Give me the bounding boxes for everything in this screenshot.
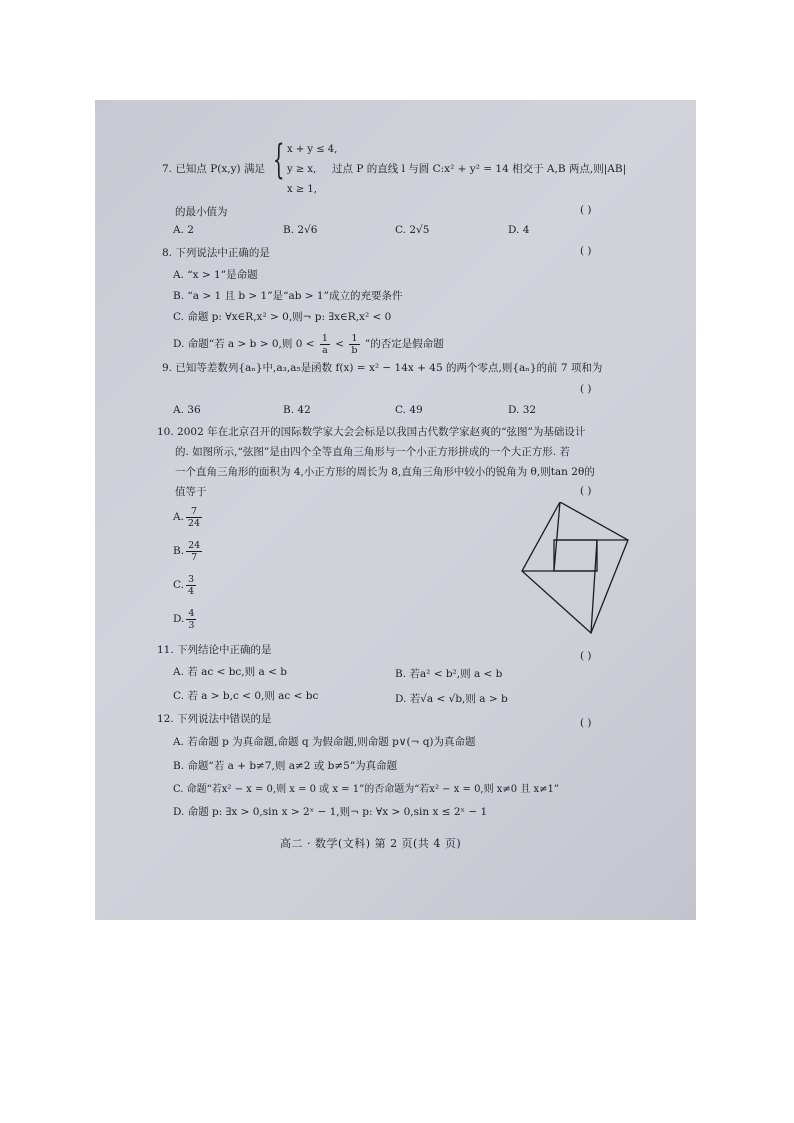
q12-option-a: A. 若命题 p 为真命题,命题 q 为假命题,则命题 p∨(¬ q)为真命题 <box>173 736 476 748</box>
q8-d-suffix: ”的否定是假命题 <box>364 338 444 350</box>
q11-option-b: B. 若a² < b²,则 a < b <box>395 668 503 680</box>
q10-option-b: B. $\frac{24}{7}$ <box>173 539 201 563</box>
q8-d-fraction-1: $\frac{1}{a}$ <box>321 332 328 356</box>
q9-option-a: A. 36 <box>173 404 201 416</box>
q10-line-2: 的. 如图所示,“弦图”是由四个全等直角三角形与一个小正方形拼成的一个大正方形. 若 <box>175 446 570 458</box>
q12-option-d: D. 命题 p: ∃x > 0,sin x > 2ˣ − 1,则¬ p: ∀x > 0,sin x ≤ 2ˣ − 1 <box>173 806 488 818</box>
q8-answer-paren: ( ) <box>580 245 592 257</box>
q9-option-c: C. 49 <box>395 404 423 416</box>
q7-continuation: 的最小值为 <box>175 206 228 218</box>
q11-option-c: C. 若 a > b,c < 0,则 ac < bc <box>173 690 319 702</box>
q12-stem: 12. 下列说法中错误的是 <box>157 713 272 725</box>
q8-option-a: A. “x > 1”是命题 <box>173 269 258 281</box>
q12-answer-paren: ( ) <box>580 717 592 729</box>
q9-answer-paren: ( ) <box>580 383 592 395</box>
xian-tu-figure <box>520 502 632 634</box>
q11-stem: 11. 下列结论中正确的是 <box>157 644 272 656</box>
q7-lead: 7. 已知点 P(x,y) 满足 <box>162 163 265 175</box>
q12-option-b: B. 命题“若 a + b≠7,则 a≠2 或 b≠5”为真命题 <box>173 760 398 772</box>
q11-option-a: A. 若 ac < bc,则 a < b <box>173 666 287 678</box>
q10-option-a: A. $\frac{7}{24}$ <box>173 505 201 529</box>
inner-square <box>554 540 597 571</box>
q10-line-1: 10. 2002 年在北京召开的国际数学家大会会标是以我国古代数学家赵爽的“弦图”为基础设计 <box>157 426 586 438</box>
page-footer: 高二 · 数学(文科) 第 2 页(共 4 页) <box>280 837 462 850</box>
q9-stem: 9. 已知等差数列{aₙ}中,a₃,a₅是函数 f(x) = x² − 14x + 45 的两个零点,则{aₙ}的前 7 项和为 <box>162 362 603 374</box>
q9-option-b: B. 42 <box>283 404 311 416</box>
q7-answer-paren: ( ) <box>580 204 592 216</box>
q10-answer-paren: ( ) <box>580 485 592 497</box>
q10-option-d: D. $\frac{4}{3}$ <box>173 607 195 631</box>
q8-d-fraction-2: $\frac{1}{b}$ <box>351 332 358 356</box>
q12-option-c: C. 命题“若x² − x = 0,则 x = 0 或 x = 1”的否命题为“若x² − x = 0,则 x≠0 且 x≠1” <box>173 784 560 795</box>
q8-d-prefix: D. 命题“若 a > b > 0,则 0 < <box>173 338 315 350</box>
q8-d-less-than: < <box>335 338 345 350</box>
q7-tail: 过点 P 的直线 l 与圆 C:x² + y² = 14 相交于 A,B 两点,则|AB| <box>332 163 627 175</box>
q7-brace: { <box>273 137 285 183</box>
q10-line-3: 一个直角三角形的面积为 4,小正方形的周长为 8,直角三角形中较小的锐角为 θ,则tan 2θ的 <box>175 466 595 478</box>
q10-line-4: 值等于 <box>175 486 207 498</box>
q8-option-c: C. 命题 p: ∀x∈R,x² > 0,则¬ p: ∃x∈R,x² < 0 <box>173 311 392 323</box>
q7-option-c: C. 2√5 <box>395 224 430 236</box>
q11-answer-paren: ( ) <box>580 650 592 662</box>
q8-option-d <box>173 331 444 357</box>
q7-constraint-1: x + y ≤ 4, <box>287 144 338 155</box>
outer-square <box>522 502 628 633</box>
q7-option-a: A. 2 <box>173 224 194 236</box>
q7-constraint-3: x ≥ 1, <box>287 184 317 195</box>
q11-option-d: D. 若√a < √b,则 a > b <box>395 693 508 705</box>
q7-constraint-2: y ≥ x, <box>287 164 317 175</box>
q8-stem: 8. 下列说法中正确的是 <box>162 247 270 259</box>
scanned-exam-page <box>95 100 696 920</box>
q8-option-b: B. “a > 1 且 b > 1”是“ab > 1”成立的充要条件 <box>173 290 403 302</box>
q7-option-b: B. 2√6 <box>283 224 318 236</box>
q10-option-c: C. $\frac{3}{4}$ <box>173 573 195 597</box>
q7-option-d: D. 4 <box>508 224 530 236</box>
q9-option-d: D. 32 <box>508 404 537 416</box>
